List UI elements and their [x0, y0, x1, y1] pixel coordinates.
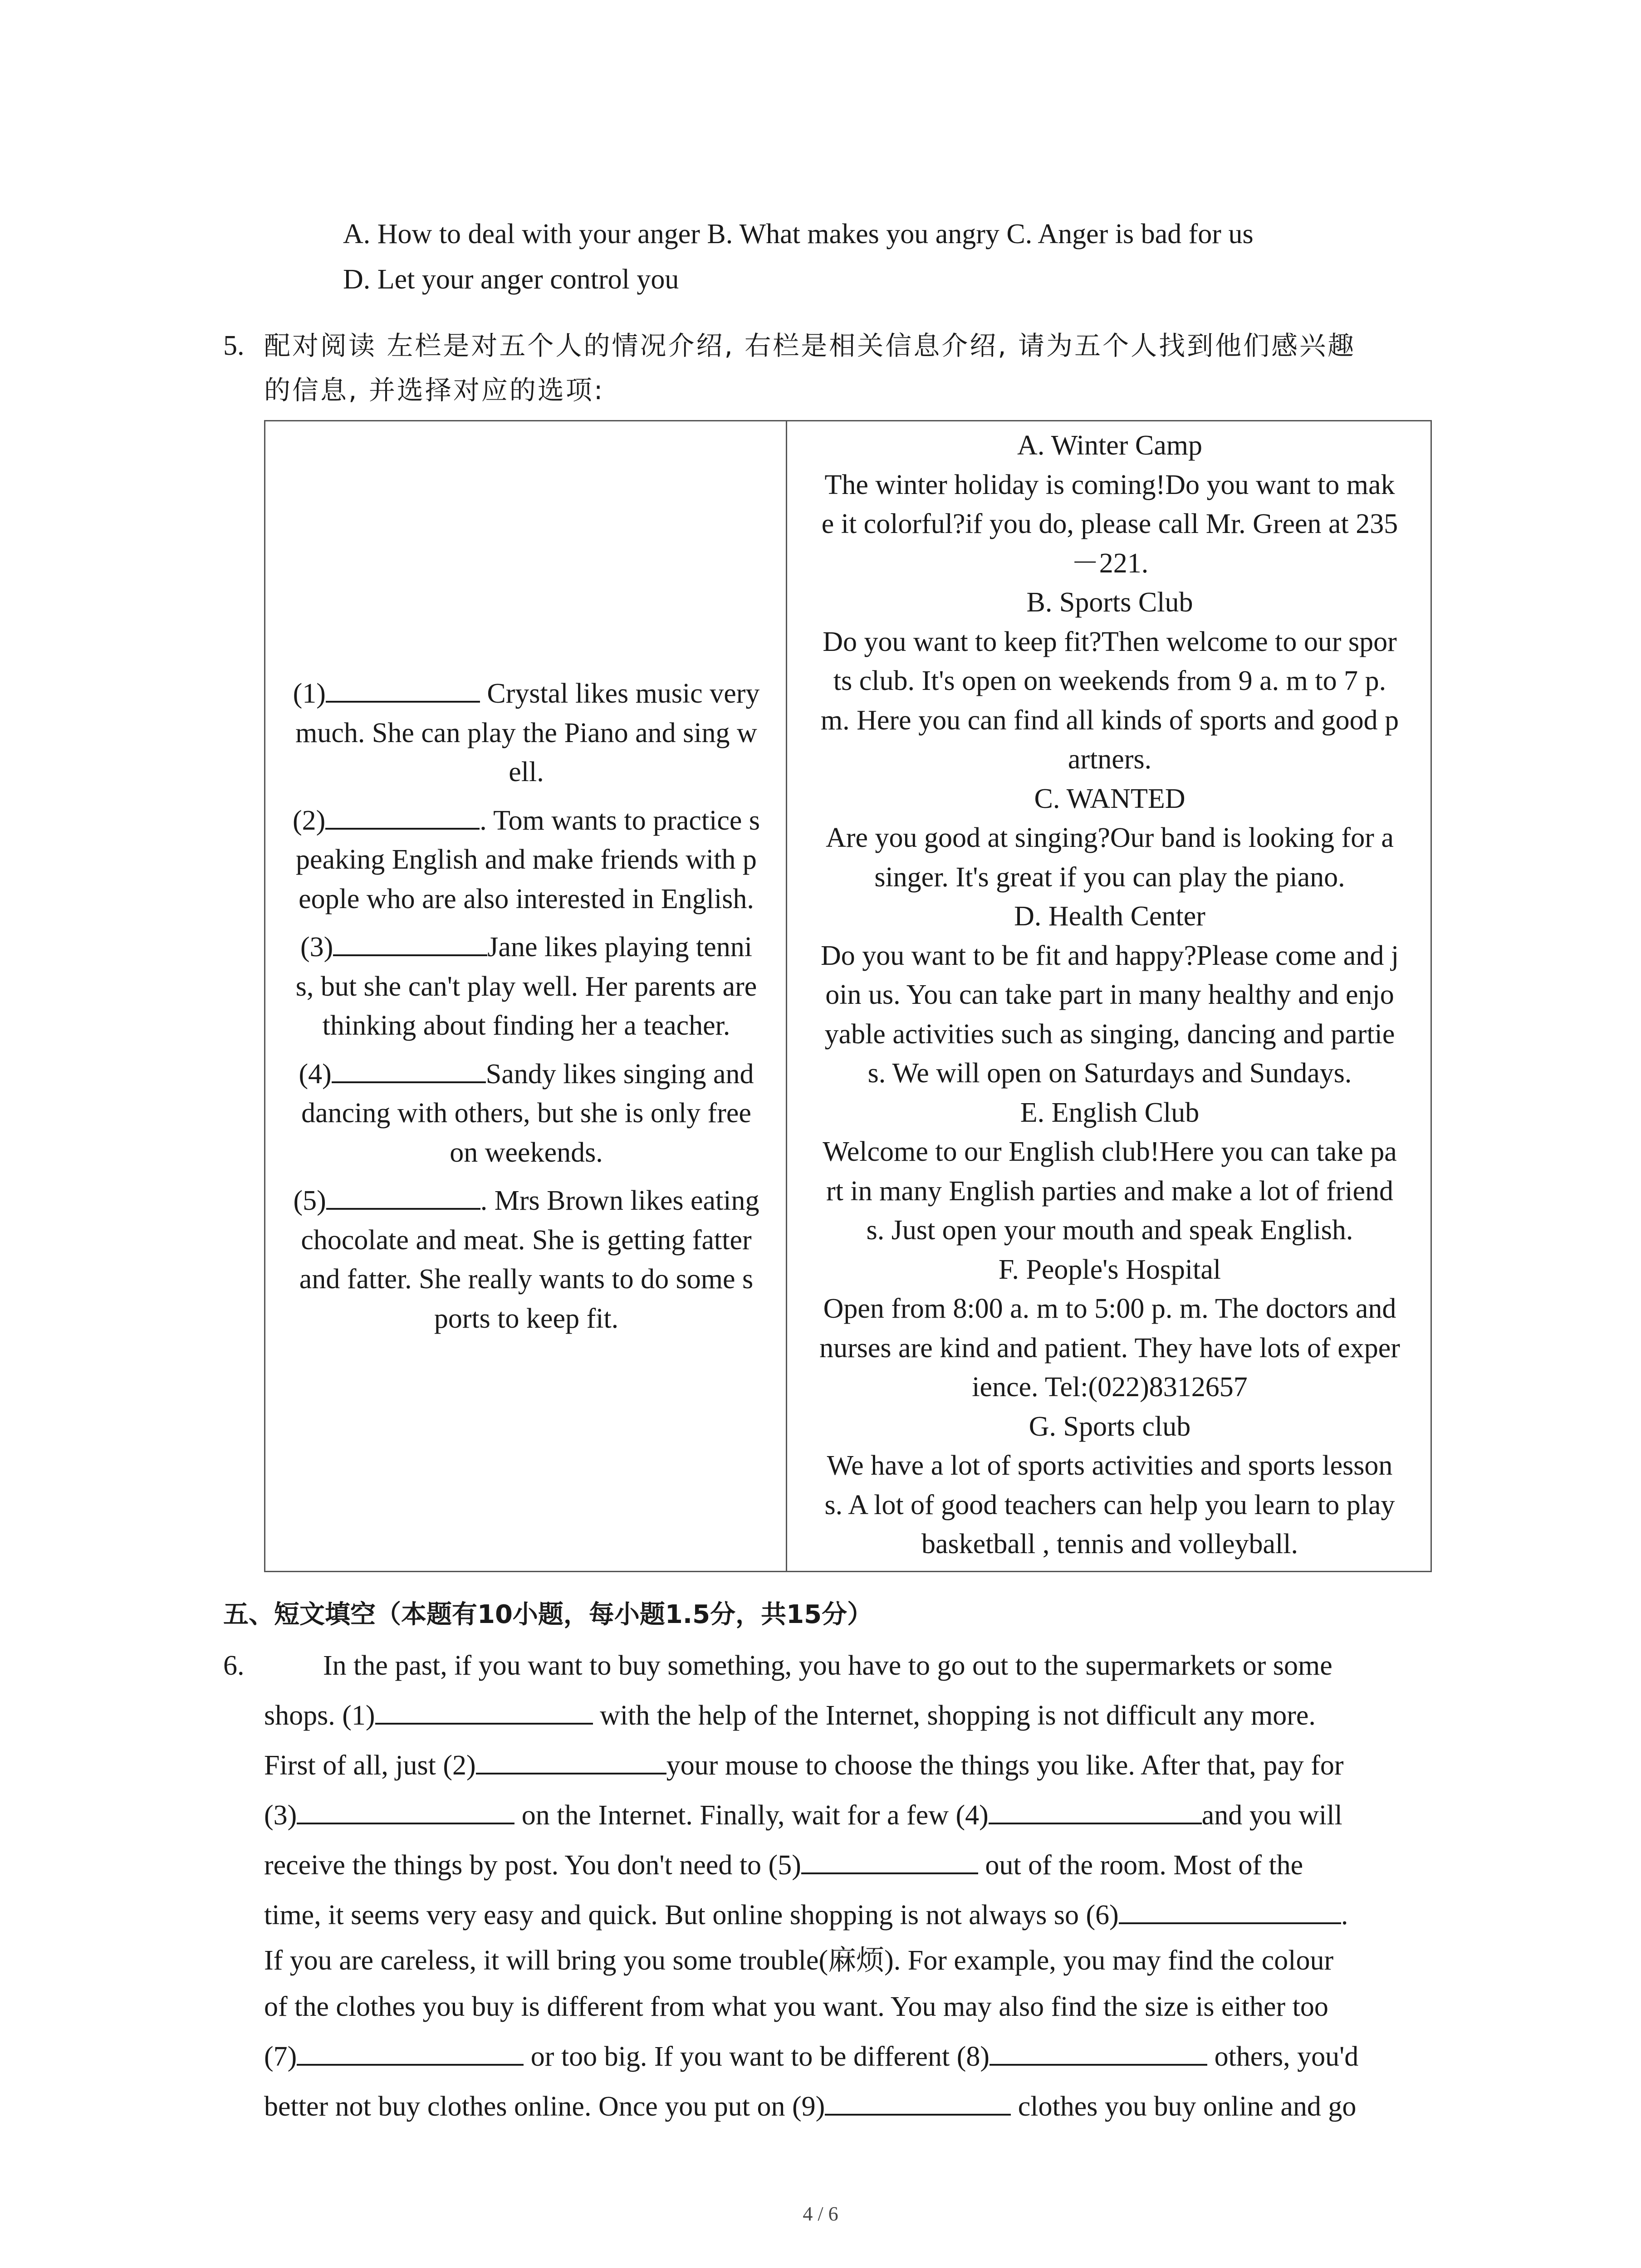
info-line: Do you want to be fit and happy?Please come and j	[820, 940, 1399, 971]
q5-instruction-line-2: 的信息, 并选择对应的选项:	[264, 375, 605, 406]
info-line: D. Health Center	[1014, 901, 1205, 932]
q6-blank-7[interactable]	[297, 2038, 524, 2066]
person-3-line-1: (3) Jane likes playing tenni	[274, 928, 778, 967]
section-heading: 五、短文填空（本题有10小题，每小题1.5分，共15分）	[223, 1600, 873, 1629]
q6-line-9: (7) or too big. If you want to be different (8) others, you'd	[264, 2038, 1358, 2075]
person-2-line-1: (2) . Tom wants to practice s	[274, 801, 778, 841]
info-line: Welcome to our English club!Here you can take pa	[823, 1136, 1397, 1167]
person-2-line-3: eople who are also interested in English.	[299, 883, 754, 914]
q6-line-10: better not buy clothes online. Once you put on (9) clothes you buy online and go	[264, 2088, 1356, 2125]
person-3-line-3: thinking about finding her a teacher.	[322, 1010, 730, 1041]
q6-line-1: In the past, if you want to buy something, you have to go out to the supermarkets or some	[323, 1650, 1332, 1681]
q6-blank-2[interactable]	[476, 1747, 666, 1774]
person-1-line-2: much. She can play the Piano and sing w	[295, 717, 757, 748]
info-line: －221.	[1071, 547, 1149, 579]
person-4-line-2: dancing with others, but she is only free	[301, 1098, 751, 1129]
info-line: e it colorful?if you do, please call Mr. Green at 235	[821, 508, 1398, 539]
info-line: The winter holiday is coming!Do you want to mak	[824, 469, 1395, 500]
q6-line-2: shops. (1) with the help of the Internet, shopping is not difficult any more.	[264, 1697, 1316, 1734]
person-1-line-1: (1) Crystal likes music very	[274, 674, 778, 714]
q6-blank-1[interactable]	[375, 1697, 593, 1725]
q5-number: 5.	[223, 330, 245, 361]
answer-blank-4[interactable]	[332, 1056, 486, 1083]
person-5-line-4: ports to keep fit.	[434, 1303, 619, 1334]
info-line: C. WANTED	[1034, 783, 1185, 814]
person-5-line-3: and fatter. She really wants to do some s	[299, 1264, 754, 1295]
info-line: ience. Tel:(022)8312657	[972, 1372, 1248, 1403]
info-line: m. Here you can find all kinds of sports and good p	[820, 704, 1399, 736]
q6-blank-8[interactable]	[989, 2038, 1207, 2066]
q6-blank-6[interactable]	[1119, 1897, 1341, 1924]
answer-blank-3[interactable]	[333, 929, 487, 956]
person-4-line-1: (4) Sandy likes singing and	[274, 1055, 778, 1094]
info-line: oin us. You can take part in many healthy and enjo	[825, 979, 1394, 1010]
info-line: B. Sports Club	[1026, 587, 1193, 618]
info-line: Open from 8:00 a. m to 5:00 p. m. The doctors and	[823, 1293, 1396, 1324]
info-line: G. Sports club	[1029, 1411, 1191, 1442]
people-column	[274, 674, 778, 1338]
answer-blank-1[interactable]	[326, 675, 480, 703]
q4-options-line-1: A. How to deal with your anger B. What makes you angry C. Anger is bad for us	[343, 219, 1254, 249]
q6-blank-4[interactable]	[989, 1797, 1202, 1824]
info-line: ts club. It's open on weekends from 9 a. m to 7 p.	[833, 665, 1386, 696]
person-5-line-1: (5) . Mrs Brown likes eating	[274, 1181, 778, 1221]
q6-line-5: receive the things by post. You don't need to (5) out of the room. Most of the	[264, 1847, 1303, 1883]
q6-blank-3[interactable]	[297, 1797, 514, 1824]
q6-line-3: First of all, just (2) your mouse to choose the things you like. After that, pay for	[264, 1747, 1344, 1784]
q6-line-4: (3) on the Internet. Finally, wait for a few (4) and you will	[264, 1797, 1342, 1833]
person-2-line-2: peaking English and make friends with p	[296, 844, 757, 875]
info-line: nurses are kind and patient. They have lots of exper	[819, 1332, 1400, 1364]
answer-blank-2[interactable]	[325, 802, 480, 830]
info-line: A. Winter Camp	[1017, 430, 1202, 461]
info-column	[794, 426, 1425, 1564]
person-5-line-2: chocolate and meat. She is getting fatter	[301, 1224, 752, 1256]
person-4-line-3: on weekends.	[450, 1137, 603, 1168]
q6-line-6: time, it seems very easy and quick. But online shopping is not always so (6) .	[264, 1897, 1348, 1933]
info-line: Do you want to keep fit?Then welcome to our spor	[823, 626, 1397, 657]
q6-number: 6.	[223, 1650, 245, 1681]
page-number: 4 / 6	[803, 2203, 838, 2225]
info-line: s. A lot of good teachers can help you learn to play	[824, 1489, 1395, 1520]
q6-line-8: of the clothes you buy is different from what you want. You may also find the size is either too	[264, 1991, 1328, 2022]
info-line: rt in many English parties and make a lot of friend	[826, 1175, 1393, 1207]
person-1-line-3: ell.	[509, 757, 544, 787]
q4-options-line-2: D. Let your anger control you	[343, 264, 679, 295]
q6-blank-9[interactable]	[825, 2088, 1011, 2116]
info-line: s. Just open your mouth and speak English.	[866, 1215, 1353, 1246]
info-line: basketball , tennis and volleyball.	[921, 1529, 1298, 1559]
info-line: singer. It's great if you can play the piano.	[874, 861, 1345, 893]
info-line: E. English Club	[1020, 1097, 1200, 1128]
q6-blank-5[interactable]	[801, 1847, 978, 1874]
info-line: We have a lot of sports activities and sports lesson	[827, 1450, 1393, 1481]
table-column-divider	[786, 421, 787, 1571]
info-line: s. We will open on Saturdays and Sundays.	[867, 1058, 1352, 1089]
q5-instruction-line-1: 配对阅读 左栏是对五个人的情况介绍, 右栏是相关信息介绍, 请为五个人找到他们感兴趣	[264, 330, 1356, 361]
info-line: F. People's Hospital	[998, 1254, 1221, 1285]
matching-table	[264, 420, 1432, 1572]
info-line: Are you good at singing?Our band is looking for a	[826, 822, 1394, 853]
info-line: yable activities such as singing, dancing and partie	[824, 1018, 1395, 1050]
person-3-line-2: s, but she can't play well. Her parents are	[295, 971, 757, 1002]
answer-blank-5[interactable]	[326, 1183, 480, 1210]
info-line: artners.	[1068, 744, 1152, 775]
q6-line-7: If you are careless, it will bring you some trouble(麻烦). For example, you may find the colour	[264, 1945, 1334, 1976]
